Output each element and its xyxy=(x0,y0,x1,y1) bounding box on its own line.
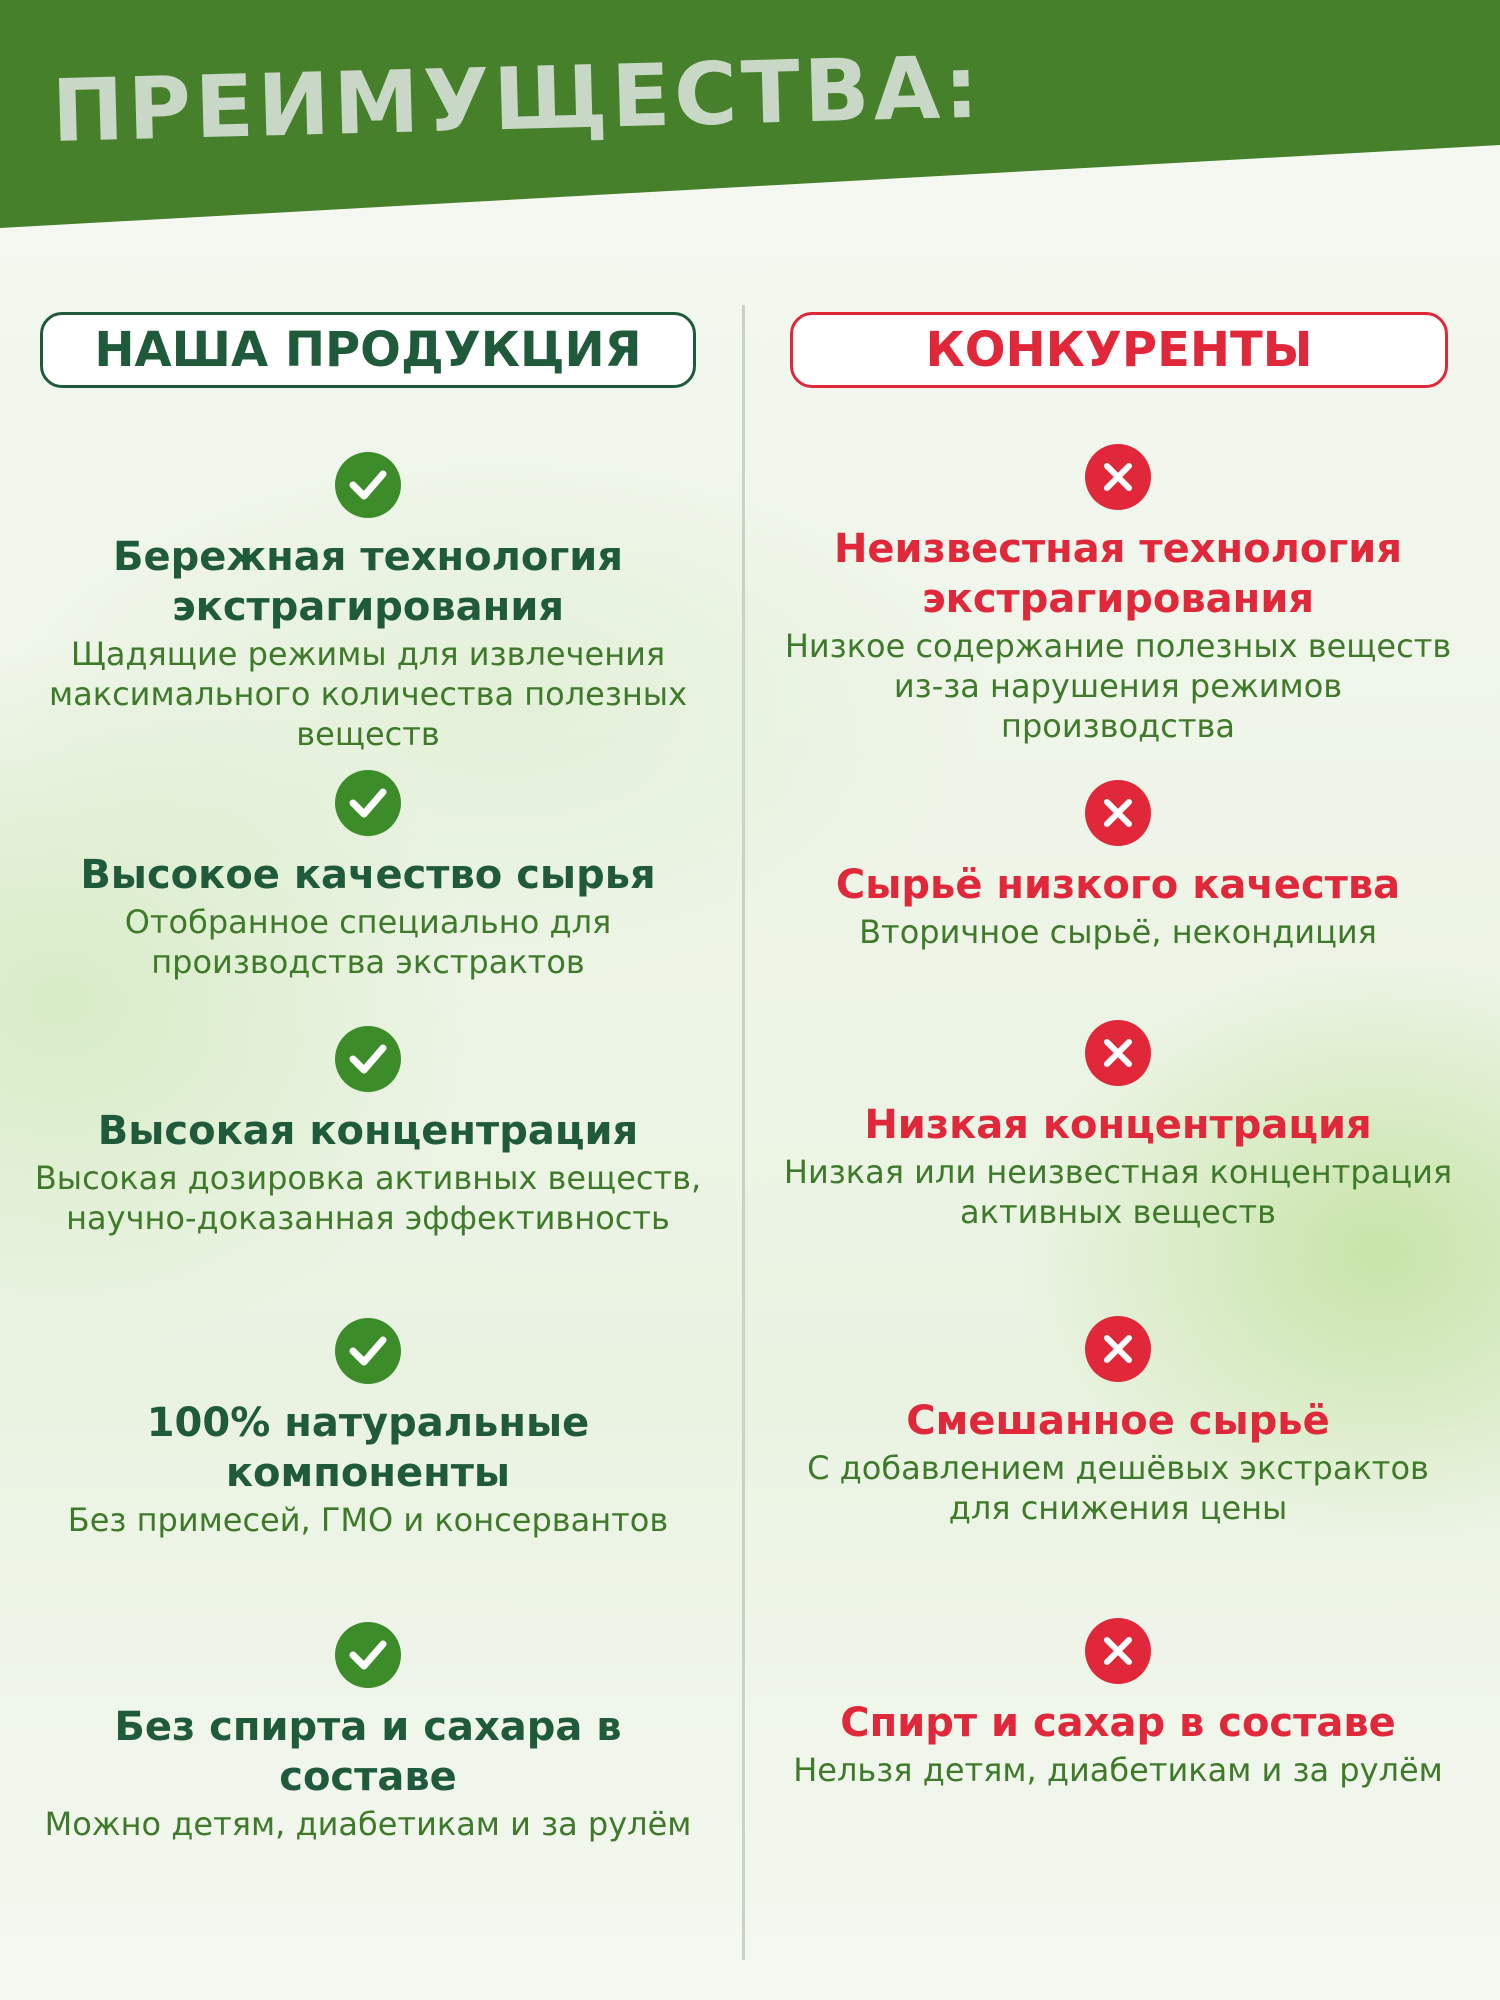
competitor-item-desc: Низкая или неизвестная концентрация активных веществ xyxy=(783,1153,1453,1231)
competitor-item-title: Неизвестная технология экстрагирования xyxy=(833,526,1403,622)
our-item xyxy=(23,1318,713,1540)
check-icon xyxy=(335,1622,401,1688)
our-item-desc: Без примесей, ГМО и консервантов xyxy=(67,1501,669,1539)
banner xyxy=(0,0,1500,230)
column-divider xyxy=(742,305,745,1960)
our-item-title: 100% натуральные компоненты xyxy=(146,1400,590,1496)
our-item-title: Бережная технология экстрагирования xyxy=(112,534,624,630)
cross-icon xyxy=(1085,444,1151,510)
competitor-item-title: Низкая концентрация xyxy=(864,1102,1372,1148)
competitor-item-desc: Нельзя детям, диабетикам и за рулём xyxy=(793,1751,1443,1789)
competitor-item xyxy=(773,1316,1463,1528)
our-item-desc: Отобранное специально для производства экстрактов xyxy=(124,903,612,981)
check-icon xyxy=(335,452,401,518)
competitor-item xyxy=(773,780,1463,952)
our-item-title: Без спирта и сахара в составе xyxy=(114,1704,622,1800)
cross-icon xyxy=(1085,1316,1151,1382)
our-item-desc: Щадящие режимы для извлечения максимального количества полезных веществ xyxy=(49,635,687,753)
cross-icon xyxy=(1085,780,1151,846)
our-item xyxy=(23,1622,713,1844)
check-icon xyxy=(335,1318,401,1384)
our-item-title: Высокое качество сырья xyxy=(80,852,656,898)
check-icon xyxy=(335,770,401,836)
check-icon xyxy=(335,1026,401,1092)
competitor-item-title: Смешанное сырьё xyxy=(906,1398,1330,1444)
banner-title: ПРЕИМУЩЕСТВА: xyxy=(50,37,984,162)
competitor-item-title: Спирт и сахар в составе xyxy=(840,1700,1396,1746)
cross-icon xyxy=(1085,1020,1151,1086)
competitor-item xyxy=(773,1618,1463,1790)
our-item-title: Высокая концентрация xyxy=(97,1108,639,1154)
header-our-products: НАША ПРОДУКЦИЯ xyxy=(40,312,696,388)
competitor-item xyxy=(773,444,1463,746)
header-competitors: КОНКУРЕНТЫ xyxy=(790,312,1448,388)
our-item xyxy=(23,452,713,754)
our-item-desc: Высокая дозировка активных веществ, научно-доказанная эффективность xyxy=(34,1159,702,1237)
competitor-item-desc: С добавлением дешёвых экстрактов для снижения цены xyxy=(807,1449,1429,1527)
competitor-item-desc: Вторичное сырьё, некондиция xyxy=(859,913,1377,951)
our-item-desc: Можно детям, диабетикам и за рулём xyxy=(44,1805,692,1843)
competitor-item-desc: Низкое содержание полезных веществ из-за нарушения режимов производства xyxy=(784,627,1452,745)
cross-icon xyxy=(1085,1618,1151,1684)
our-item xyxy=(23,1026,713,1238)
competitor-item xyxy=(773,1020,1463,1232)
competitor-item-title: Сырьё низкого качества xyxy=(835,862,1401,908)
our-item xyxy=(23,770,713,982)
